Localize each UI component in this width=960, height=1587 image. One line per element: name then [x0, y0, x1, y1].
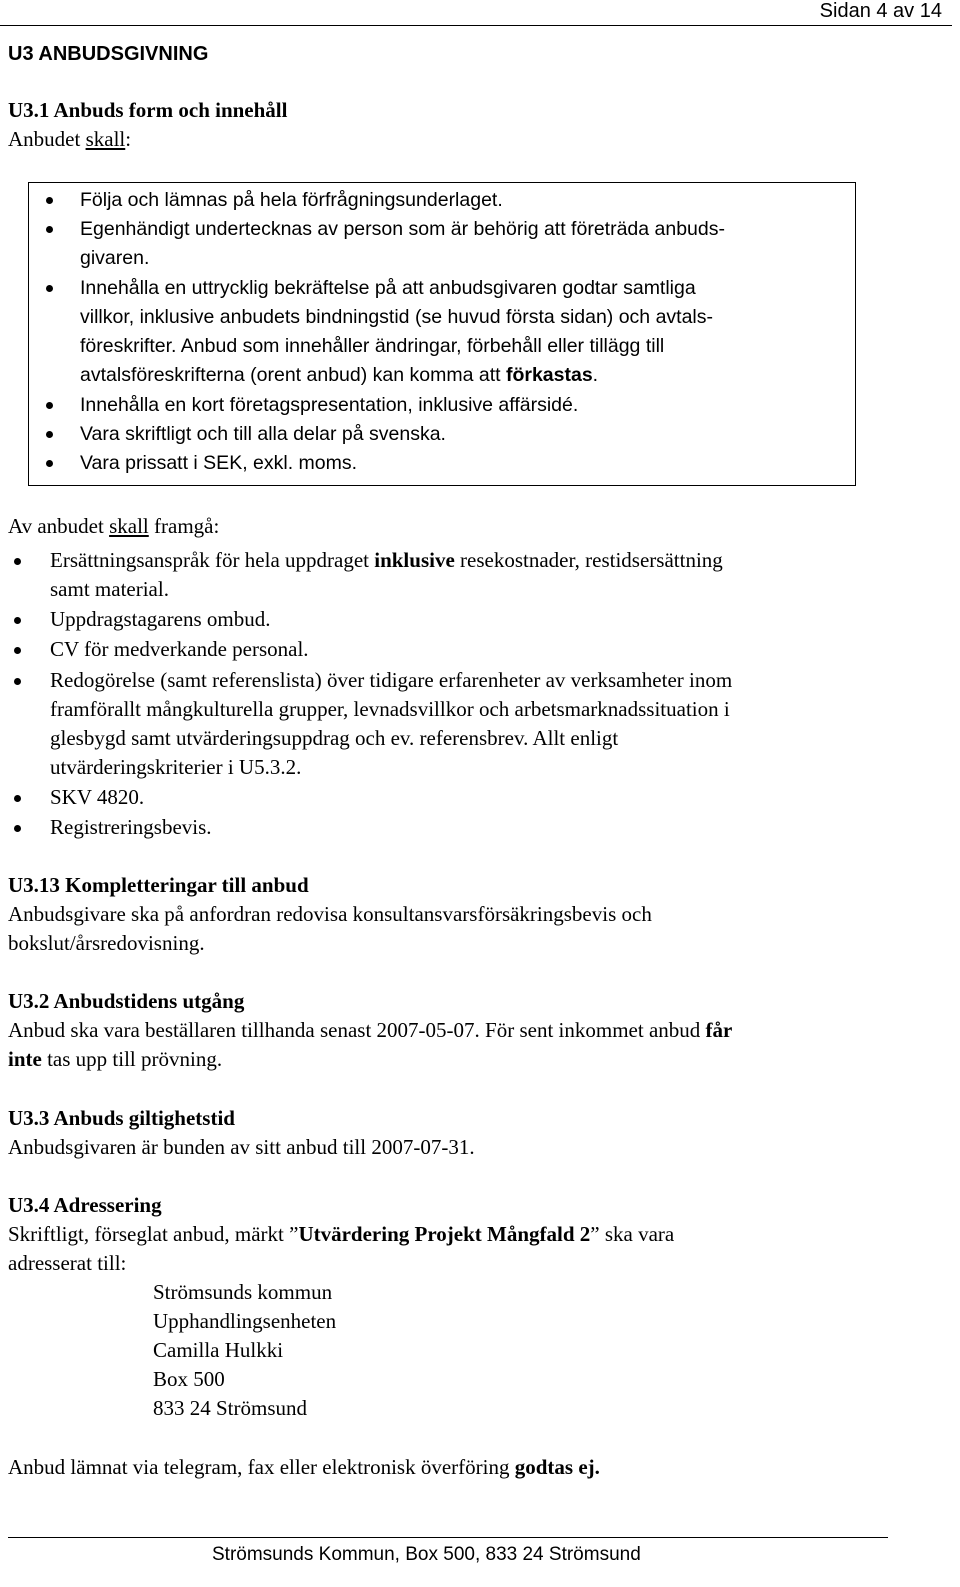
heading-u3-2: U3.2 Anbudstidens utgång: [8, 989, 245, 1013]
framga-item-2: Uppdragstagarens ombud.: [50, 607, 271, 631]
box-item-2: Egenhändigt undertecknas av person som är behörig att företräda anbuds-: [80, 218, 725, 240]
footer-rule: [8, 1537, 888, 1538]
framga-item-4-cont: utvärderingskriterier i U5.3.2.: [50, 755, 302, 779]
bullet-icon: [14, 617, 21, 624]
bullet-icon: [46, 197, 53, 204]
page-number: Sidan 4 av 14: [819, 0, 942, 22]
box-item-3-cont: avtalsföreskrifterna (orent anbud) kan komma att förkastas.: [80, 364, 599, 386]
framga-item-1: Ersättningsanspråk för hela uppdraget inklusive resekostnader, restidsersättning: [50, 548, 723, 572]
framga-intro: Av anbudet skall framgå:: [8, 514, 220, 538]
framga-item-6: Registreringsbevis.: [50, 815, 212, 839]
bullet-icon: [14, 647, 21, 654]
s313-text: bokslut/årsredovisning.: [8, 931, 205, 955]
bullet-icon: [46, 460, 53, 467]
address-line: Camilla Hulkki: [153, 1338, 284, 1362]
address-line: 833 24 Strömsund: [153, 1396, 308, 1420]
heading-u3-13: U3.13 Kompletteringar till anbud: [8, 873, 309, 897]
box-item-3-cont: villkor, inklusive anbudets bindningstid (se huvud första sidan) och avtals-: [80, 306, 714, 328]
section-title: U3 ANBUDSGIVNING: [8, 43, 209, 65]
framga-item-4: Redogörelse (samt referenslista) över tidigare erfarenheter av verksamheter inom: [50, 668, 733, 692]
box-item-6: Vara prissatt i SEK, exkl. moms.: [80, 452, 358, 474]
bullet-icon: [46, 226, 53, 233]
address-line: Strömsunds kommun: [153, 1280, 333, 1304]
s32-text: Anbud ska vara beställaren tillhanda senast 2007-05-07. För sent inkommet anbud får: [8, 1018, 733, 1042]
framga-item-1-cont: samt material.: [50, 577, 169, 601]
heading-u3-3: U3.3 Anbuds giltighetstid: [8, 1106, 235, 1130]
s313-text: Anbudsgivare ska på anfordran redovisa konsultansvarsförsäkringsbevis och: [8, 902, 652, 926]
s32-text: inte tas upp till prövning.: [8, 1047, 223, 1071]
page-footer: Strömsunds Kommun, Box 500, 833 24 Strömsund: [212, 1544, 641, 1565]
heading-u3-1: U3.1 Anbuds form och innehåll: [8, 98, 288, 122]
box-item-3-cont: föreskrifter. Anbud som innehåller ändringar, förbehåll eller tillägg till: [80, 335, 665, 357]
heading-u3-4: U3.4 Adressering: [8, 1193, 162, 1217]
box-item-4: Innehålla en kort företagspresentation, inklusive affärsidé.: [80, 394, 579, 416]
s31-intro: Anbudet skall:: [8, 127, 132, 151]
bullet-icon: [14, 678, 21, 685]
bullet-icon: [14, 558, 21, 565]
closing-text: Anbud lämnat via telegram, fax eller elektronisk överföring godtas ej.: [8, 1455, 600, 1479]
s34-text: Skriftligt, förseglat anbud, märkt ”Utvärdering Projekt Mångfald 2” ska vara: [8, 1222, 675, 1246]
address-line: Upphandlingsenheten: [153, 1309, 337, 1333]
address-line: Box 500: [153, 1367, 225, 1391]
box-item-2-cont: givaren.: [80, 247, 150, 269]
framga-item-3: CV för medverkande personal.: [50, 637, 309, 661]
bullet-icon: [14, 795, 21, 802]
bullet-icon: [46, 402, 53, 409]
bullet-icon: [46, 431, 53, 438]
framga-item-4-cont: glesbygd samt utvärderingsuppdrag och ev. referensbrev. Allt enligt: [50, 726, 619, 750]
s34-text: adresserat till:: [8, 1251, 127, 1275]
bullet-icon: [14, 825, 21, 832]
page-header: [0, 0, 952, 26]
framga-item-5: SKV 4820.: [50, 785, 145, 809]
box-item-1: Följa och lämnas på hela förfrågningsunderlaget.: [80, 189, 503, 211]
box-item-3: Innehålla en uttrycklig bekräftelse på att anbudsgivaren godtar samtliga: [80, 277, 696, 299]
s33-text: Anbudsgivaren är bunden av sitt anbud till 2007-07-31.: [8, 1135, 475, 1159]
framga-item-4-cont: framförallt mångkulturella grupper, levnadsvillkor och arbetsmarknadssituation i: [50, 697, 730, 721]
bullet-icon: [46, 285, 53, 292]
box-item-5: Vara skriftligt och till alla delar på svenska.: [80, 423, 446, 445]
